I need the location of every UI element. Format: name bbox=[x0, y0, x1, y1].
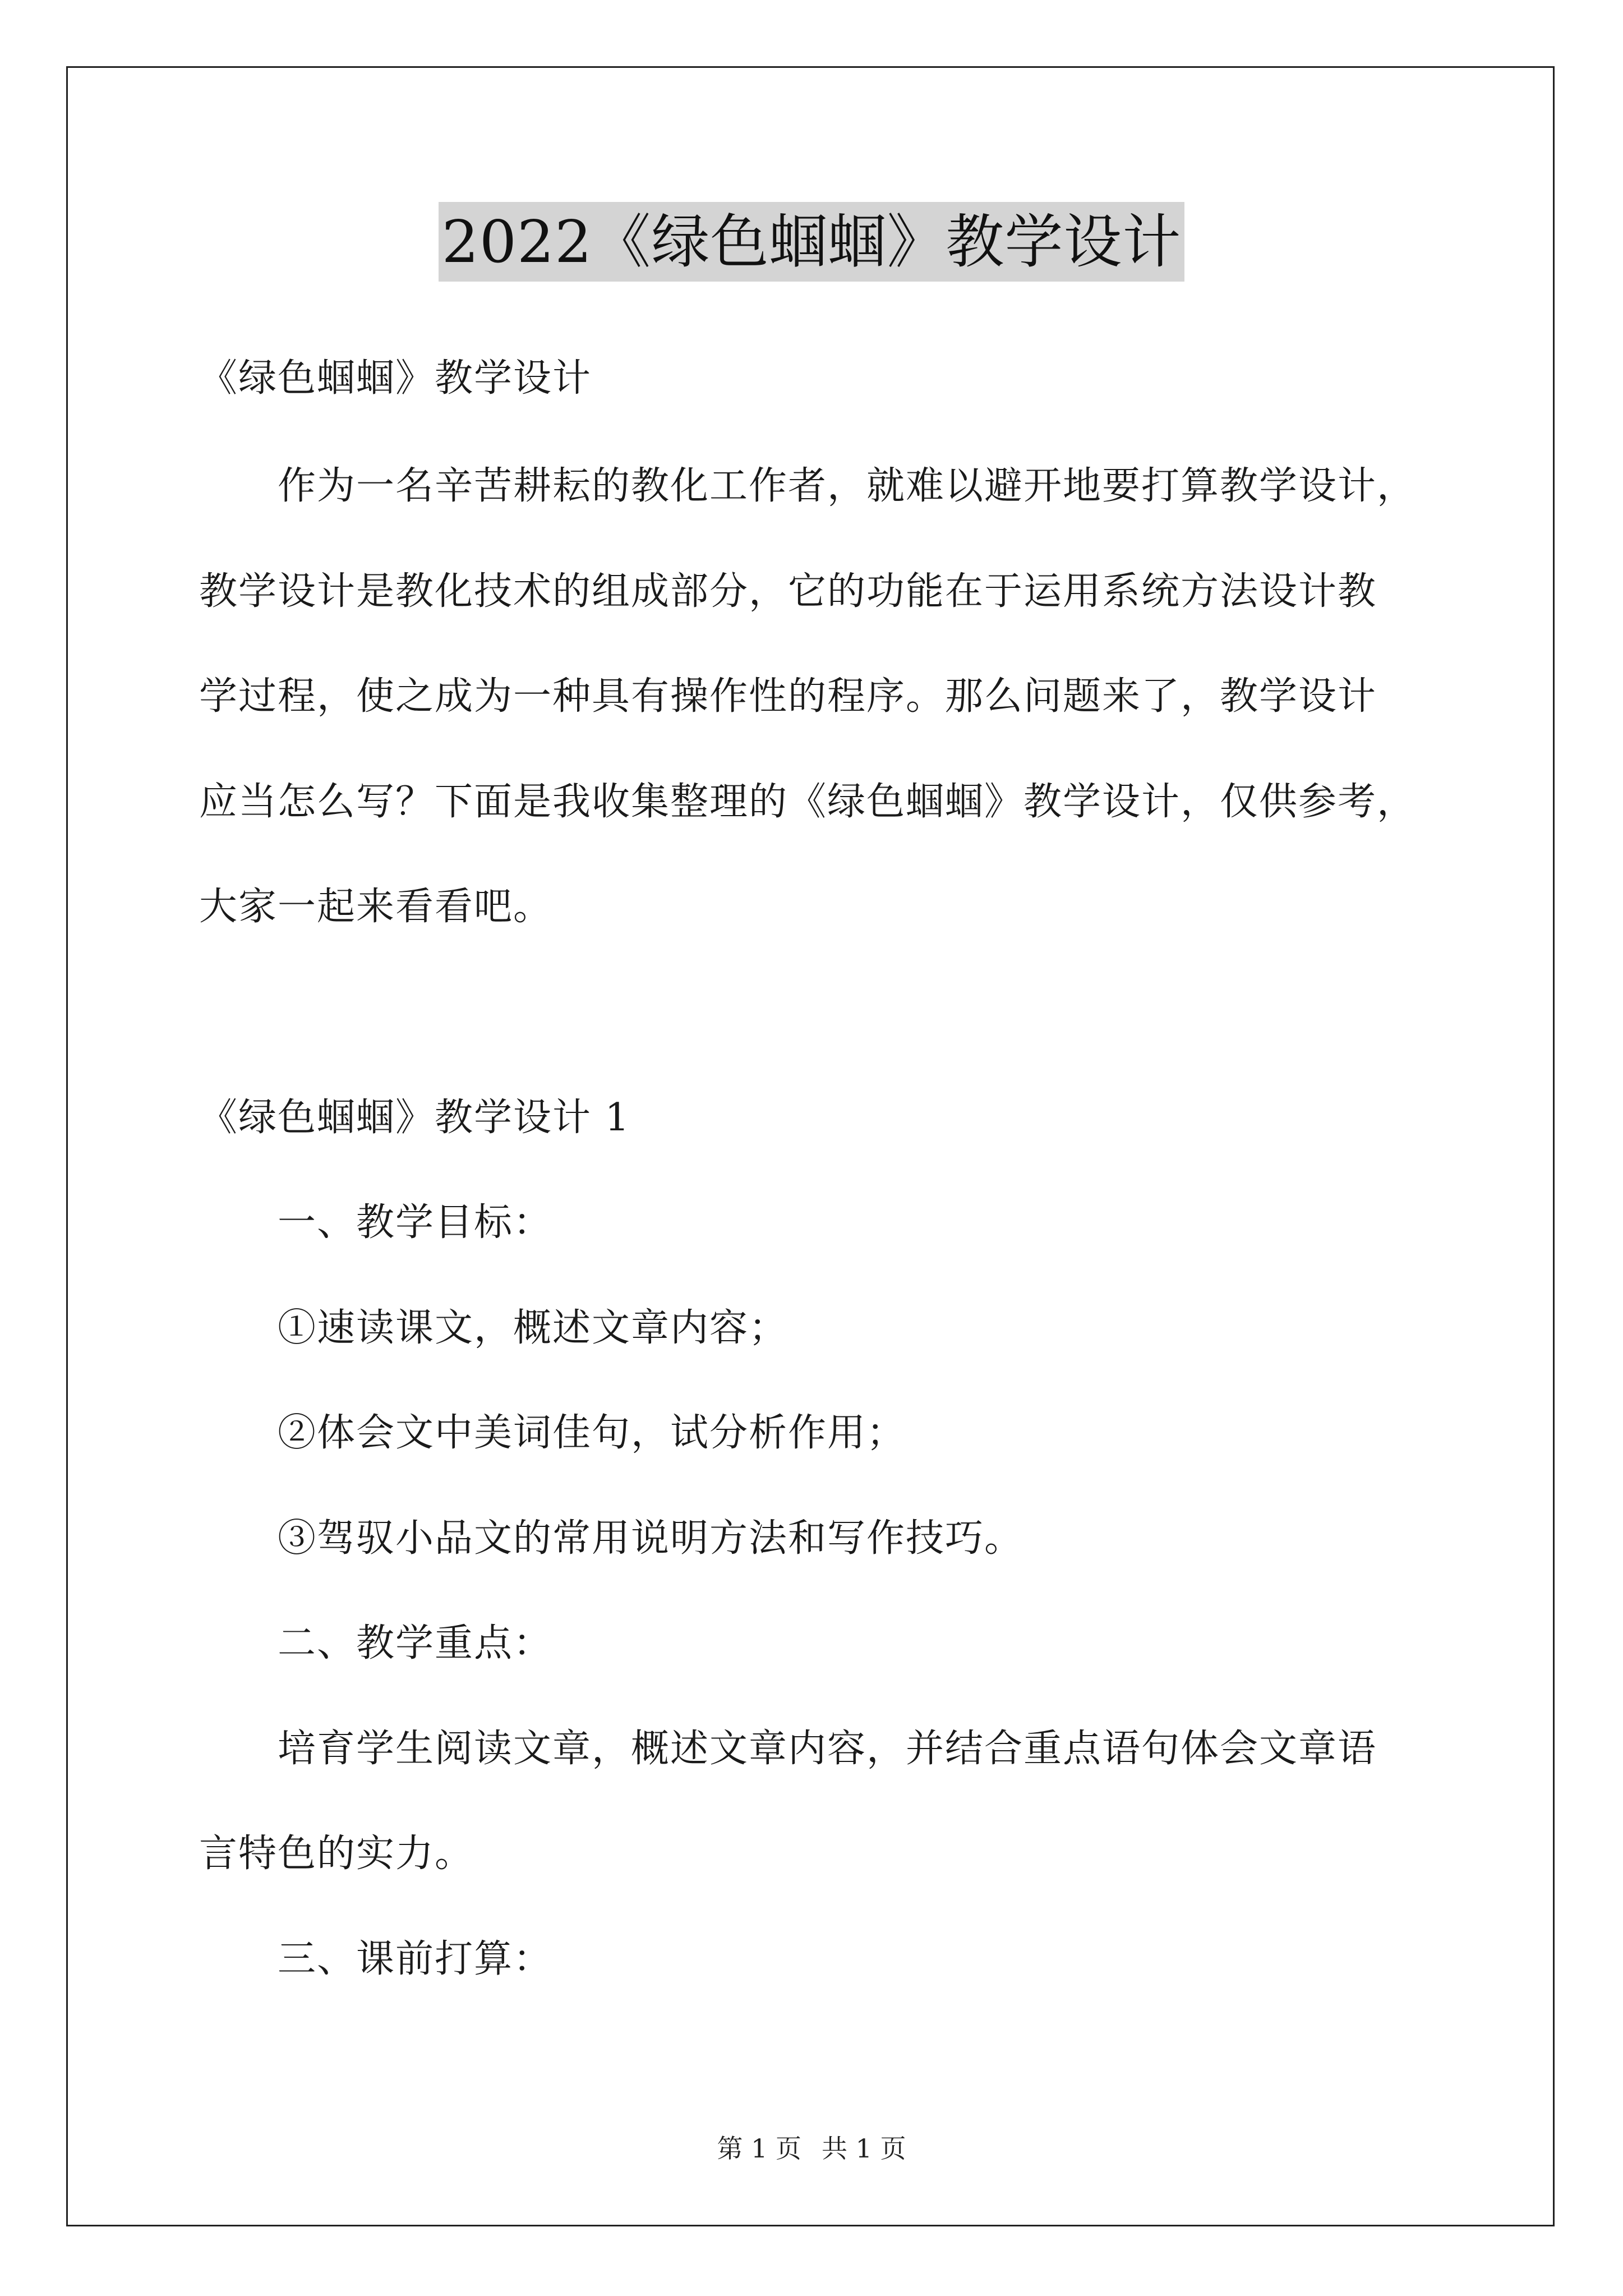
goal-item: ③驾驭小品文的常用说明方法和写作技巧。 bbox=[278, 1516, 1024, 1561]
key-line: 言特色的实力。 bbox=[199, 1832, 474, 1876]
intro-line: 学过程，使之成为一种具有操作性的程序。那么问题来了，教学设计 bbox=[199, 674, 1377, 719]
page-total: 共 1 页 bbox=[822, 2133, 906, 2164]
intro-line: 教学设计是教化技术的组成部分，它的功能在于运用系统方法设计教 bbox=[199, 569, 1377, 614]
intro-line: 应当怎么写？下面是我收集整理的《绿色蝈蝈》教学设计，仅供参考， bbox=[199, 780, 1417, 824]
key-line: 培育学生阅读文章，概述文章内容，并结合重点语句体会文章语 bbox=[278, 1727, 1377, 1771]
page-number: 第 1 页 bbox=[717, 2133, 801, 2164]
document-subtitle: 《绿色蝈蝈》教学设计 bbox=[199, 356, 592, 401]
goals-heading: 一、教学目标： bbox=[278, 1200, 553, 1245]
goal-item: ②体会文中美词佳句，试分析作用； bbox=[278, 1411, 906, 1455]
page-footer bbox=[0, 2132, 1623, 2165]
prep-heading: 三、课前打算： bbox=[278, 1937, 553, 1981]
key-heading: 二、教学重点： bbox=[278, 1621, 553, 1665]
goal-item: ①速读课文，概述文章内容； bbox=[278, 1306, 789, 1350]
section-heading: 《绿色蝈蝈》教学设计 1 bbox=[199, 1096, 630, 1140]
document-title: 2022《绿色蝈蝈》教学设计 bbox=[439, 202, 1185, 282]
title-container bbox=[0, 202, 1623, 282]
intro-line: 大家一起来看看吧。 bbox=[199, 885, 553, 929]
intro-line: 作为一名辛苦耕耘的教化工作者，就难以避开地要打算教学设计， bbox=[278, 464, 1417, 508]
